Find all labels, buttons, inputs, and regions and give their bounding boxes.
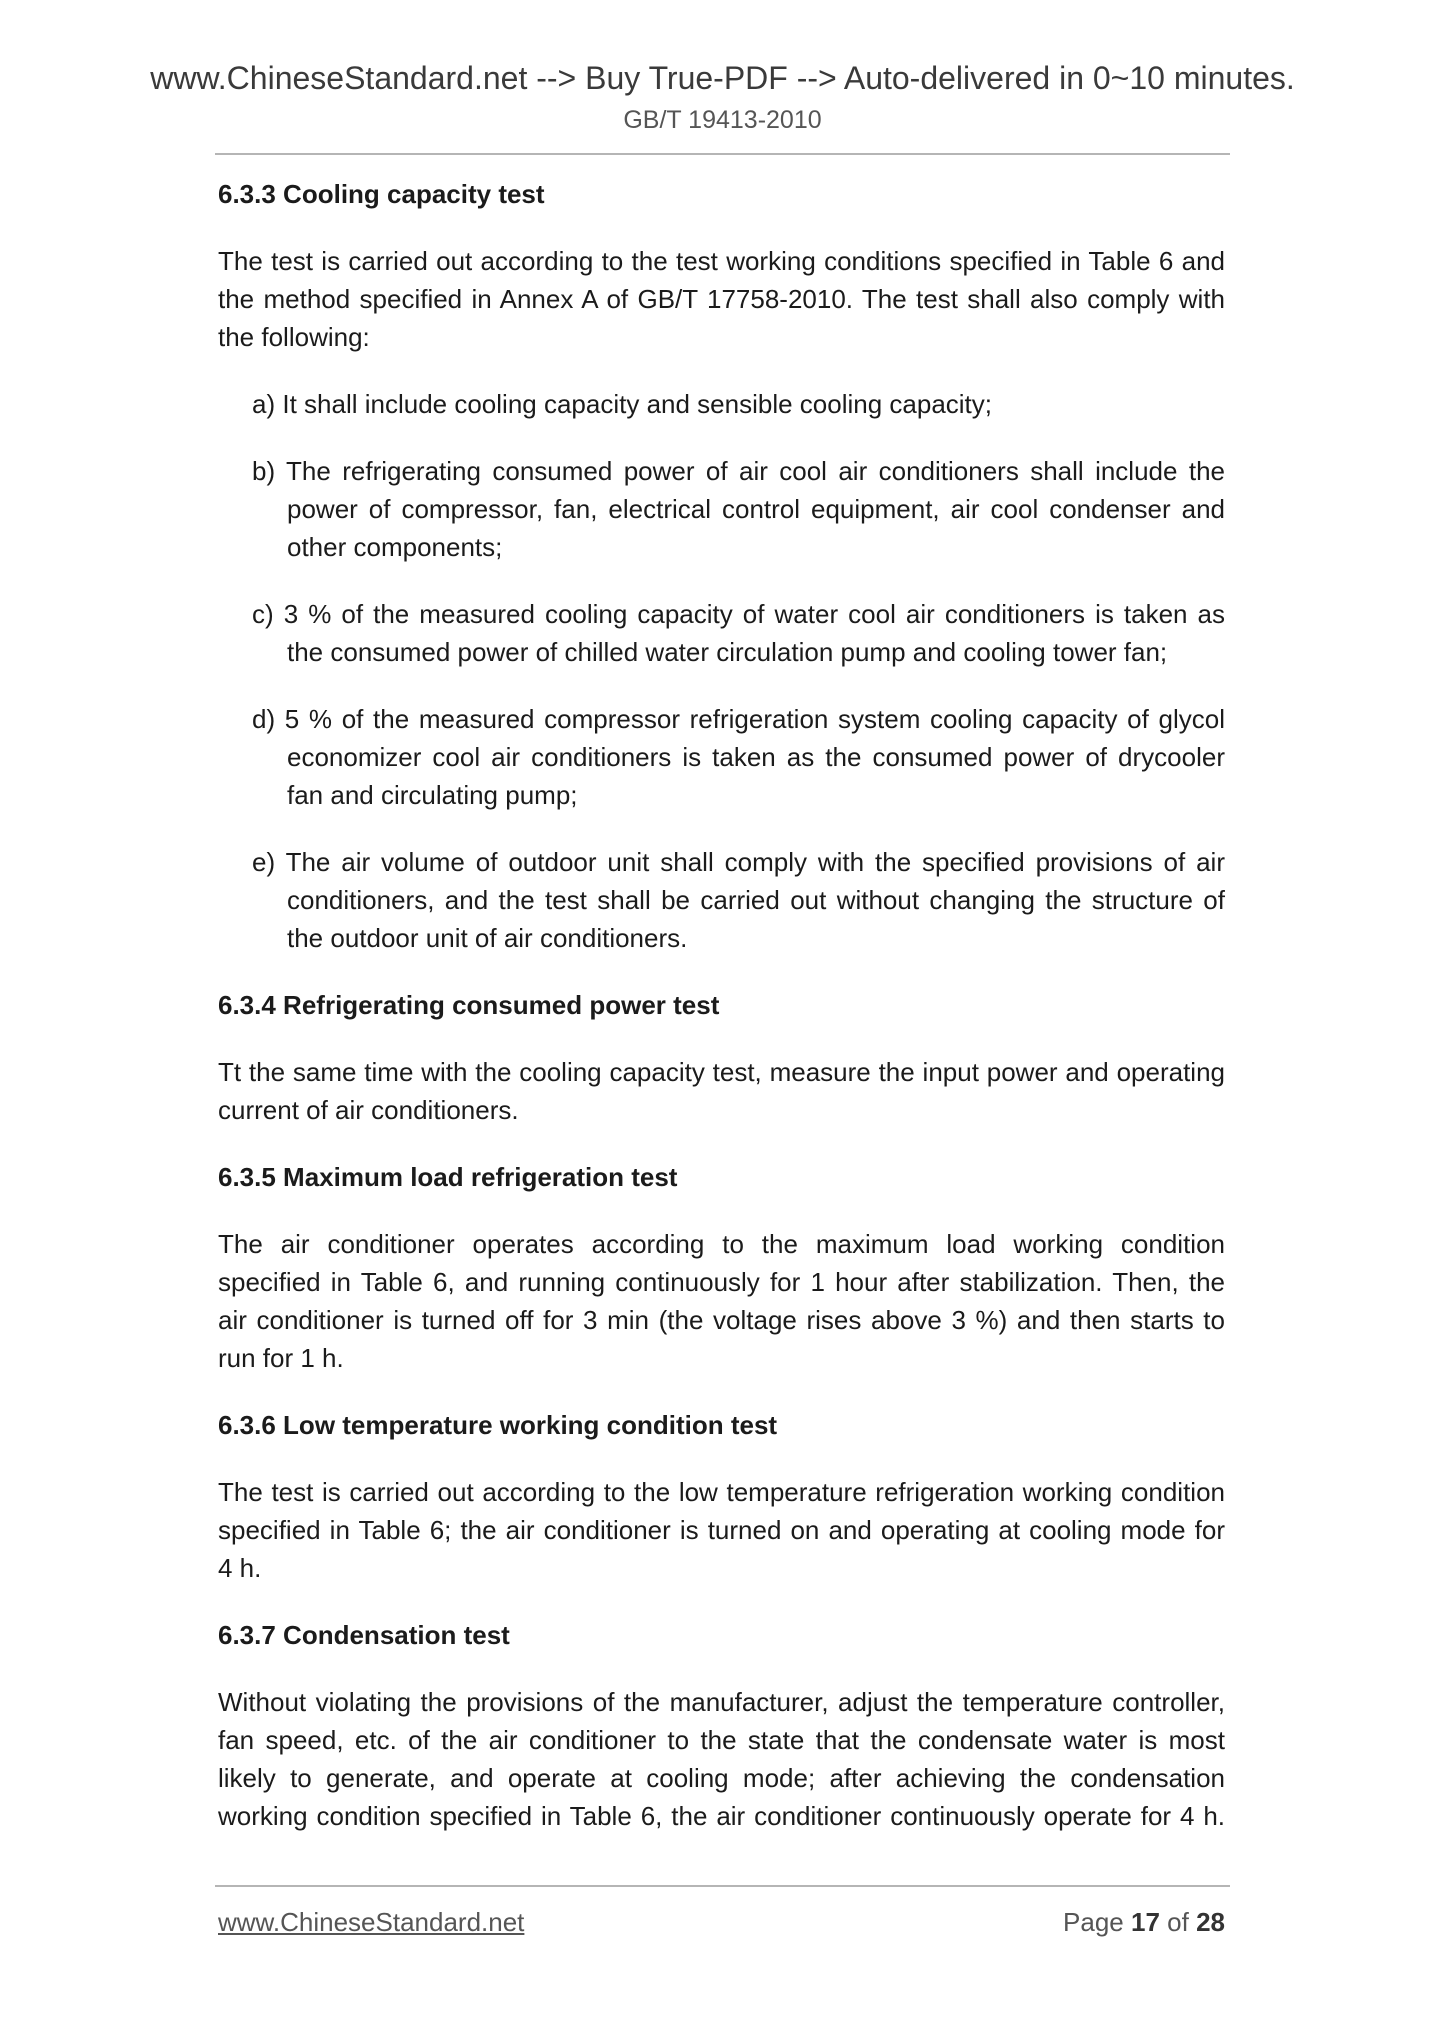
section-heading: 6.3.4 Refrigerating consumed power test	[218, 990, 720, 1020]
paragraph	[218, 1053, 1225, 1129]
list-item-line: conditioners, and the test shall be carried out without changing the structure of	[287, 885, 1225, 915]
page-body	[218, 175, 1225, 1864]
list-marker: a)	[252, 389, 276, 419]
document-id: GB/T 19413-2010	[623, 106, 822, 134]
paragraph-line: The air conditioner operates according to the maximum load working condition	[218, 1229, 1225, 1259]
list-item-line	[252, 452, 1225, 490]
paragraph-line: Tt the same time with the cooling capacity test, measure the input power and operating	[218, 1057, 1225, 1087]
paragraph-line: run for 1 h.	[218, 1343, 344, 1373]
list-item-line: economizer cool air conditioners is taken as the consumed power of drycooler	[287, 742, 1225, 772]
paragraph-line: current of air conditioners.	[218, 1095, 519, 1125]
list-item-a	[252, 385, 1225, 423]
section-6-3-4	[218, 986, 1225, 1129]
list-item-text: It shall include cooling capacity and sensible cooling capacity;	[282, 389, 993, 419]
paragraph	[218, 242, 1225, 356]
section-6-3-5	[218, 1158, 1225, 1377]
page-of-label: of	[1167, 1907, 1189, 1937]
footer-site-link[interactable]: www.ChineseStandard.net	[218, 1907, 525, 1937]
page-label: Page	[1063, 1907, 1124, 1937]
list-item-line: other components;	[287, 532, 503, 562]
paragraph-line: Without violating the provisions of the manufacturer, adjust the temperature controller,	[218, 1687, 1225, 1717]
list-item-text: The refrigerating consumed power of air cool air conditioners shall include the	[286, 456, 1225, 486]
section-heading: 6.3.3 Cooling capacity test	[218, 179, 545, 209]
paragraph	[218, 1683, 1225, 1835]
paragraph-line: The test is carried out according to the test working conditions specified in Table 6 and	[218, 246, 1225, 276]
paragraph-line: The test is carried out according to the low temperature refrigeration working condition	[218, 1477, 1225, 1507]
paragraph-line: the method specified in Annex A of GB/T 17758-2010. The test shall also comply with	[218, 284, 1225, 314]
list-item-e	[252, 843, 1225, 957]
list-marker: d)	[252, 704, 276, 734]
list-marker: b)	[252, 456, 276, 486]
list-item-line: the consumed power of chilled water circulation pump and cooling tower fan;	[287, 637, 1168, 667]
section-heading: 6.3.7 Condensation test	[218, 1620, 510, 1650]
page-total: 28	[1196, 1907, 1225, 1937]
section-heading: 6.3.5 Maximum load refrigeration test	[218, 1162, 678, 1192]
list-item-line: the outdoor unit of air conditioners.	[287, 923, 688, 953]
header-banner: www.ChineseStandard.net --> Buy True-PDF --> Auto-delivered in 0~10 minutes.	[150, 60, 1295, 96]
section-6-3-6	[218, 1406, 1225, 1587]
list-item-text: The air volume of outdoor unit shall comply with the specified provisions of air	[285, 847, 1225, 877]
paragraph-line: working condition specified in Table 6, the air conditioner continuously operate for 4 h.	[218, 1801, 1225, 1831]
paragraph-line: air conditioner is turned off for 3 min (the voltage rises above 3 %) and then starts to	[218, 1305, 1225, 1335]
paragraph-line: specified in Table 6; the air conditioner is turned on and operating at cooling mode for	[218, 1515, 1225, 1545]
list-item-line	[252, 595, 1225, 633]
paragraph-line: fan speed, etc. of the air conditioner to the state that the condensate water is most	[218, 1725, 1225, 1755]
paragraph	[218, 1225, 1225, 1377]
list-item-text: 3 % of the measured cooling capacity of water cool air conditioners is taken as	[283, 599, 1225, 629]
list-item-line: fan and circulating pump;	[287, 780, 578, 810]
list-item-line	[252, 700, 1225, 738]
list-item-d	[252, 700, 1225, 814]
list-item-b	[252, 452, 1225, 566]
list-marker: c)	[252, 599, 274, 629]
section-heading: 6.3.6 Low temperature working condition test	[218, 1410, 778, 1440]
section-6-3-3	[218, 175, 1225, 957]
paragraph-line: likely to generate, and operate at cooling mode; after achieving the condensation	[218, 1763, 1225, 1793]
section-6-3-7	[218, 1616, 1225, 1835]
list-item-line	[252, 843, 1225, 881]
paragraph-line: specified in Table 6, and running continuously for 1 hour after stabilization. Then, the	[218, 1267, 1225, 1297]
page-number	[1063, 1903, 1225, 1941]
paragraph	[218, 1473, 1225, 1587]
paragraph-line: the following:	[218, 322, 370, 352]
page-current: 17	[1131, 1907, 1160, 1937]
header-divider	[215, 153, 1230, 155]
list-marker: e)	[252, 847, 276, 877]
footer-divider	[215, 1885, 1230, 1887]
list-item-text: 5 % of the measured compressor refrigeration system cooling capacity of glycol	[284, 704, 1225, 734]
list-item-c	[252, 595, 1225, 671]
paragraph-line: 4 h.	[218, 1553, 262, 1583]
list-item-line	[252, 385, 1225, 423]
list-item-line: power of compressor, fan, electrical control equipment, air cool condenser and	[287, 494, 1225, 524]
